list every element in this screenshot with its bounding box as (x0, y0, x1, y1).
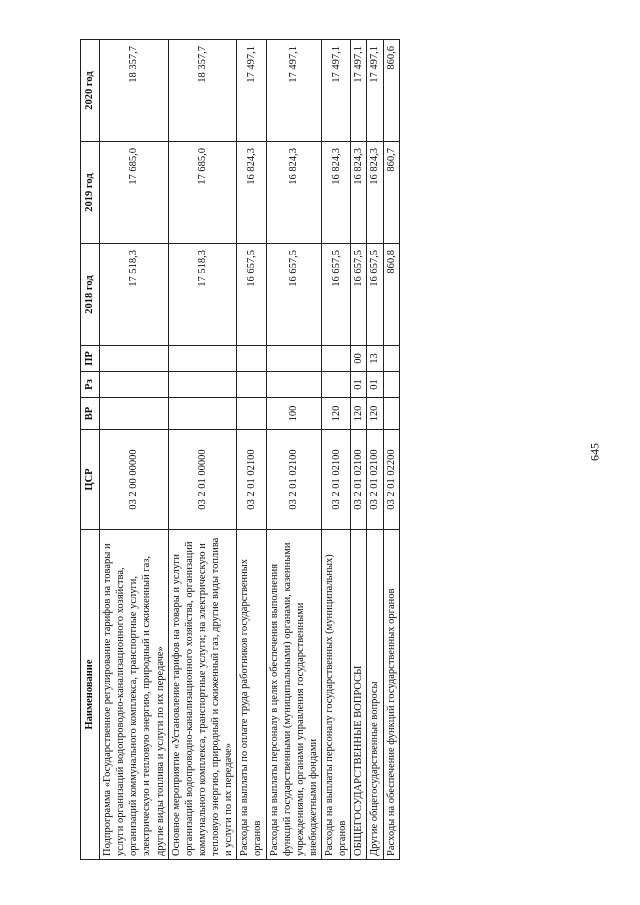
row-2019: 16 824,3 (367, 142, 383, 244)
row-2020: 18 357,7 (100, 40, 169, 142)
header-pr: ПР (81, 346, 100, 372)
row-vr (100, 398, 169, 430)
row-2018: 16 657,5 (367, 244, 383, 346)
row-rz (383, 372, 399, 398)
row-rz: 01 (351, 372, 367, 398)
table-row (383, 40, 399, 860)
row-2019: 17 685,0 (100, 142, 169, 244)
row-name: Расходы на обеспечение функций государственных органов (383, 530, 399, 860)
row-2020: 17 497,1 (237, 40, 266, 142)
table-row (351, 40, 367, 860)
row-pr (266, 346, 322, 372)
row-csr: 03 2 01 02100 (266, 430, 322, 530)
row-name: Расходы на выплаты персоналу государственных (муниципальных) органов (322, 530, 351, 860)
header-rz: Рз (81, 372, 100, 398)
row-2020: 860,6 (383, 40, 399, 142)
row-rz: 01 (367, 372, 383, 398)
row-vr: 120 (322, 398, 351, 430)
row-name: Подпрограмма «Государственное регулирование тарифов на товары и услуги организаций водопроводно-канализационного хозяйства, организаций коммунального комплекса, транспортные услуги, электрическую и тепловую энергию, природный и сжиженный газ, другие виды топлива и услуги по их передаче» (100, 530, 169, 860)
row-2018: 16 657,5 (266, 244, 322, 346)
table-row (168, 40, 237, 860)
row-vr (168, 398, 237, 430)
row-pr (100, 346, 169, 372)
table-row (100, 40, 169, 860)
row-pr (383, 346, 399, 372)
row-pr (168, 346, 237, 372)
row-2018: 860,8 (383, 244, 399, 346)
row-pr: 13 (367, 346, 383, 372)
row-pr (237, 346, 266, 372)
row-pr: 00 (351, 346, 367, 372)
row-vr (383, 398, 399, 430)
row-rz (266, 372, 322, 398)
row-csr: 03 2 00 00000 (100, 430, 169, 530)
table-row (237, 40, 266, 860)
row-2020: 17 497,1 (322, 40, 351, 142)
row-csr: 03 2 01 00000 (168, 430, 237, 530)
row-vr (237, 398, 266, 430)
row-name: Расходы на выплаты по оплате труда работников государственных органов (237, 530, 266, 860)
row-2019: 16 824,3 (351, 142, 367, 244)
row-csr: 03 2 01 02100 (322, 430, 351, 530)
row-name: Другие общегосударственные вопросы (367, 530, 383, 860)
row-csr: 03 2 01 02200 (383, 430, 399, 530)
row-2020: 17 497,1 (266, 40, 322, 142)
row-2019: 860,7 (383, 142, 399, 244)
row-vr: 120 (367, 398, 383, 430)
row-2019: 16 824,3 (322, 142, 351, 244)
row-rz (100, 372, 169, 398)
row-csr: 03 2 01 02100 (367, 430, 383, 530)
row-2020: 17 497,1 (351, 40, 367, 142)
row-pr (322, 346, 351, 372)
table-row (322, 40, 351, 860)
row-2018: 16 657,5 (237, 244, 266, 346)
row-csr: 03 2 01 02100 (237, 430, 266, 530)
budget-table (80, 39, 400, 860)
row-2019: 17 685,0 (168, 142, 237, 244)
header-2018: 2018 год (81, 244, 100, 346)
row-2018: 17 518,3 (168, 244, 237, 346)
row-vr: 100 (266, 398, 322, 430)
rotated-budget-table-container (80, 40, 500, 860)
row-name: Основное мероприятие «Установление тарифов на товары и услуги организаций водопроводно-канализационного хозяйства, организаций коммунального комплекса, транспортные услуги; на электрическую и тепловую энергию, природный и сжиженный газ, другие виды топлива и услуги по их передаче» (168, 530, 237, 860)
row-name: ОБЩЕГОСУДАРСТВЕННЫЕ ВОПРОСЫ (351, 530, 367, 860)
row-csr: 03 2 01 02100 (351, 430, 367, 530)
row-2020: 18 357,7 (168, 40, 237, 142)
row-rz (237, 372, 266, 398)
row-name: Расходы на выплаты персоналу в целях обеспечения выполнения функций государственными (муниципальными) органами, казенными учреждениями, органами управления государственными внебюджетными фондами (266, 530, 322, 860)
header-row (81, 40, 100, 860)
row-2019: 16 824,3 (266, 142, 322, 244)
row-rz (322, 372, 351, 398)
row-vr: 120 (351, 398, 367, 430)
header-2020: 2020 год (81, 40, 100, 142)
row-2018: 16 657,5 (322, 244, 351, 346)
header-vr: ВР (81, 398, 100, 430)
page-number: 645 (587, 443, 602, 461)
row-rz (168, 372, 237, 398)
row-2018: 17 518,3 (100, 244, 169, 346)
header-2019: 2019 год (81, 142, 100, 244)
row-2019: 16 824,3 (237, 142, 266, 244)
row-2018: 16 657,5 (351, 244, 367, 346)
table-row (266, 40, 322, 860)
row-2020: 17 497,1 (367, 40, 383, 142)
table-row (367, 40, 383, 860)
header-name: Наименование (81, 530, 100, 860)
header-csr: ЦСР (81, 430, 100, 530)
